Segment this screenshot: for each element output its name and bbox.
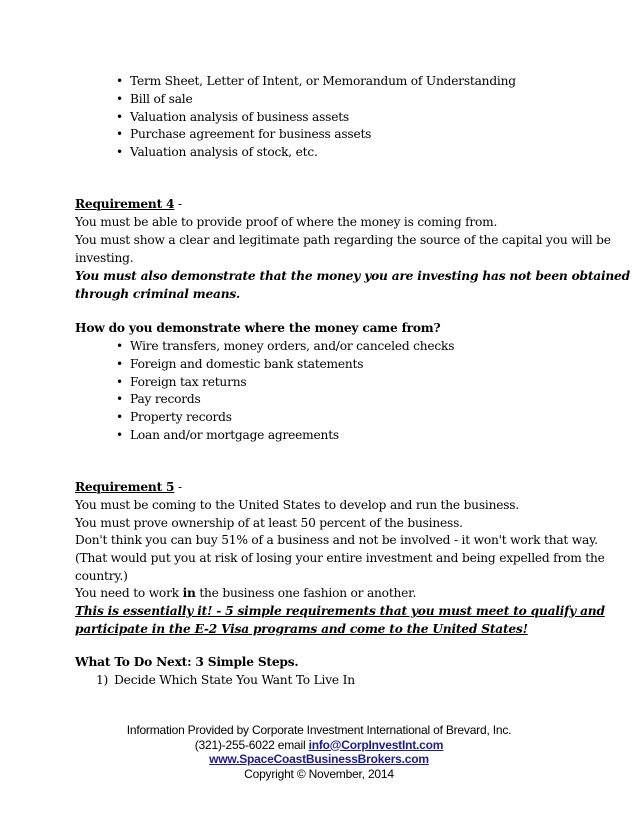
step-text: Decide Which State You Want To Live In [114,673,355,687]
requirement-5-line: You need to work in the business one fashion or another. [75,586,417,600]
bullet-icon: • [116,109,123,124]
step-number: 1) [96,673,109,687]
email-link[interactable]: info@CorpInvestInt.com [308,737,444,752]
footer-website-line [0,752,638,767]
bullet-icon: • [116,91,123,106]
list-item: • Loan and/or mortgage agreements [130,427,454,445]
bullet-icon: • [116,127,123,142]
bullet-icon: • [116,392,123,407]
requirement-4-line: investing. [75,251,134,265]
requirement-5-line: Don't think you can buy 51% of a business and not be involved - it won't work that way. [75,533,598,547]
bullet-icon: • [116,427,123,442]
proof-list [116,338,455,445]
requirement-4-line: You must show a clear and legitimate path regarding the source of the capital you will be [75,233,611,247]
list-item: • Pay records [130,391,454,409]
footer-copyright: Copyright © November, 2014 [244,766,394,781]
list-item: • Term Sheet, Letter of Intent, or Memorandum of Understanding [130,73,516,91]
bullet-icon: • [116,410,123,425]
bullet-icon: • [116,356,123,371]
list-item: • Foreign tax returns [130,374,454,392]
bullet-icon: • [116,339,123,353]
website-link[interactable]: www.SpaceCoastBusinessBrokers.com [209,752,429,766]
step-item [96,672,355,690]
requirement-4-emphasis: through criminal means. [75,287,241,301]
documents-list [116,73,516,162]
requirement-5-emphasis: participate in the E-2 Visa programs and come to the United States! [75,622,528,636]
footer-contact-line: (321)-255-6022 email info@CorpInvestInt.com [194,737,444,752]
list-item: • Valuation analysis of business assets [130,109,516,127]
requirement-5-heading: Requirement 5 - [75,480,182,494]
next-steps-heading: What To Do Next: 3 Simple Steps. [75,655,299,669]
list-item: • Property records [130,409,454,427]
bullet-icon: • [116,74,123,88]
footer [0,723,638,781]
list-item: • Valuation analysis of stock, etc. [130,144,516,162]
list-item: • Wire transfers, money orders, and/or canceled checks [130,338,454,356]
list-item: • Purchase agreement for business assets [130,126,516,144]
bullet-icon: • [116,145,123,160]
requirement-5-line: country.) [75,569,128,583]
requirement-5-line: You must prove ownership of at least 50 percent of the business. [75,516,463,530]
requirement-5-line: (That would put you at risk of losing your entire investment and being expelled from the [75,551,605,565]
requirement-4-heading: Requirement 4 - [75,197,182,211]
proof-question-heading: How do you demonstrate where the money came from? [75,321,441,335]
requirement-5-line: You must be coming to the United States to develop and run the business. [75,498,520,512]
bullet-icon: • [116,374,123,389]
requirement-4-emphasis: You must also demonstrate that the money you are investing has not been obtained [75,269,630,283]
requirement-5-emphasis: This is essentially it! - 5 simple requirements that you must meet to qualify and [75,604,605,618]
footer-company-line: Information Provided by Corporate Investment International of Brevard, Inc. [126,723,512,737]
requirement-4-line: You must be able to provide proof of where the money is coming from. [75,215,498,229]
list-item: • Foreign and domestic bank statements [130,356,454,374]
list-item: • Bill of sale [130,91,516,109]
